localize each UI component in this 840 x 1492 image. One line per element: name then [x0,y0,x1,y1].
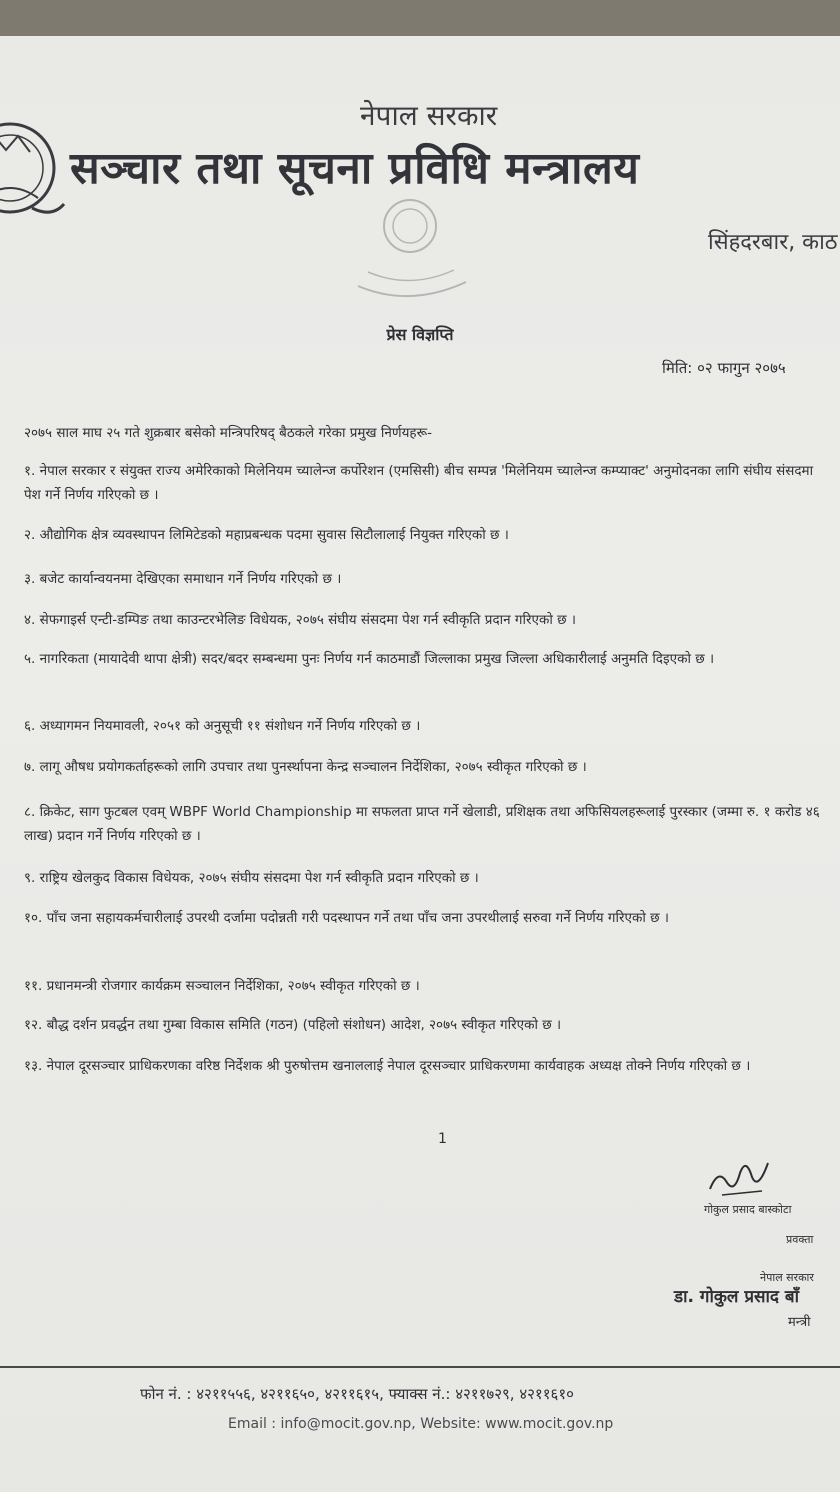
minister-name: डा. गोकुल प्रसाद बाँ [674,1287,799,1307]
release-date: मिति: ०२ फागुन २०७५ [662,359,786,377]
handwritten-signature [704,1151,774,1201]
press-release-title: प्रेस विज्ञप्ति [386,325,454,344]
decision-item: ४. सेफगाइर्स एन्टी-डम्पिङ तथा काउन्टरभेलिङ विधेयक, २०७५ संघीय संसदमा पेश गर्न स्वीकृति प्रदान गरिएको छ । [24,612,577,628]
intro-text: २०७५ साल माघ २५ गते शुक्रबार बसेको मन्त्रिपरिषद् बैठकले गरेका प्रमुख निर्णयहरू- [24,425,432,441]
decision-item: ११. प्रधानमन्त्री रोजगार कार्यक्रम सञ्चालन निर्देशिका, २०७५ स्वीकृत गरिएको छ । [24,978,420,994]
decision-item: १२. बौद्ध दर्शन प्रवर्द्धन तथा गुम्बा विकास समिति (गठन) (पहिलो संशोधन) आदेश, २०७५ स्वीकृत गरिएको छ । [24,1017,562,1033]
decision-item: २. औद्योगिक क्षेत्र व्यवस्थापन लिमिटेडको महाप्रबन्धक पदमा सुवास सिटौलालाई नियुक्त गरिएको छ । [24,527,509,543]
decision-item: ७. लागू औषध प्रयोगकर्ताहरूको लागि उपचार तथा पुनर्स्थापना केन्द्र सञ्चालन निर्देशिका, २०७५ स्वीकृत गरिएको छ । [24,759,587,775]
footer-phone: फोन नं. : ४२११५५६, ४२११६५०, ४२११६१५, फ्याक्स नं.: ४२११७२९, ४२११६१० [140,1385,574,1403]
decision-item: ९. राष्ट्रिय खेलकुद विकास विधेयक, २०७५ संघीय संसदमा पेश गर्न स्वीकृति प्रदान गरिएको छ । [24,870,479,886]
nepal-emblem-logo [0,108,68,228]
minister-title: मन्त्री [788,1315,811,1330]
spokesperson-name: गोकुल प्रसाद बास्कोटा [704,1203,792,1216]
ministry-address: सिंहदरबार, काठ [708,230,838,255]
government-name: नेपाल सरकार [360,99,498,132]
decision-item: ५. नागरिकता (मायादेवी थापा क्षेत्री) सदर/बदर सम्बन्धमा पुनः निर्णय गर्न काठमाडौं जिल्लाका प्रमुख जिल्ला अधिकारीलाई अनुमति दिइएको छ । [24,651,715,667]
document-page [0,36,840,1492]
footer-divider [0,1366,840,1368]
spokesperson-role: प्रवक्ता [786,1233,814,1246]
ministry-name: सञ्चार तथा सूचना प्रविधि मन्त्रालय [70,143,640,194]
decision-item: ३. बजेट कार्यान्वयनमा देखिएका समाधान गर्ने निर्णय गरिएको छ । [24,571,342,587]
decision-item: १. नेपाल सरकार र संयुक्त राज्य अमेरिकाको मिलेनियम च्यालेन्ज कर्पोरेशन (एमसिसी) बीच सम्पन्न 'मिलेनियम च्यालेन्ज कम्प्याक्ट' अनुमोदनका लागि संघीय संसदमा पेश गर्ने निर्णय गरिएको छ । [24,463,814,503]
decision-item: ६. अध्यागमन नियमावली, २०५१ को अनुसूची ११ संशोधन गर्ने निर्णय गरिएको छ । [24,718,421,734]
decision-item: १०. पाँच जना सहायकर्मचारीलाई उपरथी दर्जामा पदोन्नती गरी पदस्थापन गर्ने तथा पाँच जना उपरथीलाई सरुवा गर्ने निर्णय गरिएको छ । [24,910,669,926]
decision-item: १३. नेपाल दूरसञ्चार प्राधिकरणका वरिष्ठ निर्देशक श्री पुरुषोत्तम खनाललाई नेपाल दूरसञ्चार प्राधिकरणमा कार्यवाहक अध्यक्ष तोक्ने निर्णय गरिएको छ । [24,1058,751,1074]
decision-item: ८. क्रिकेट, साग फुटबल एवम् WBPF World Championship मा सफलता प्राप्त गर्ने खेलाडी, प्रशिक्षक तथा अफिसियलहरूलाई पुरस्कार (जम्मा रु. १ करोड ४६ लाख) प्रदान गर्ने निर्णय गरिएको छ । [24,804,820,844]
footer-contact: Email : info@mocit.gov.np, Website: www.mocit.gov.np [228,1416,614,1432]
minister-stamp-text: नेपाल सरकार [760,1271,814,1284]
page-number: 1 [438,1131,447,1147]
ministry-seal-stamp [348,186,478,306]
